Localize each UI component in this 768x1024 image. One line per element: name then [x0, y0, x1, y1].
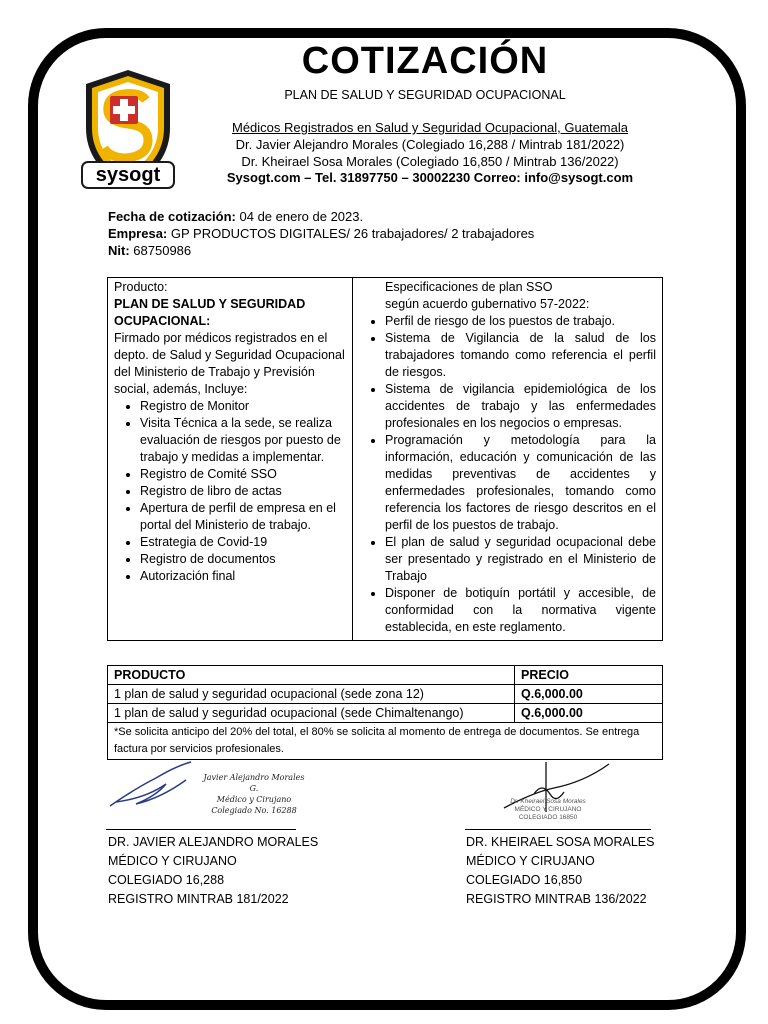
- product-column: [108, 278, 353, 641]
- stamp-line: Javier Alejandro Morales G.: [203, 773, 305, 793]
- payment-note: *Se solicita anticipo del 20% del total, el 80% se solicita al momento de entrega de documentos. Se entrega factura por servicios profesionales.: [108, 723, 663, 760]
- header-registered: Médicos Registrados en Salud y Seguridad Ocupacional, Guatemala: [231, 120, 628, 135]
- specs-list: [359, 313, 656, 636]
- header-doctor-2: Dr. Kheirael Sosa Morales (Colegiado 16,850 / Mintrab 136/2022): [241, 154, 619, 169]
- list-item: • Registro de libro de actas: [140, 483, 346, 500]
- price-table: [107, 665, 663, 760]
- doctor-name: DR. KHEIRAEL SOSA MORALES: [466, 835, 655, 849]
- stamp-line: Dr. Kheirael Sosa Morales: [510, 798, 586, 805]
- row-price: Q.6,000.00: [515, 704, 663, 723]
- spec-title-2: según acuerdo gubernativo 57-2022:: [385, 297, 590, 311]
- quote-date: [108, 209, 363, 224]
- stamp-line: Colegiado No. 16288: [211, 806, 297, 815]
- company-label: Empresa:: [108, 226, 168, 241]
- product-label: Producto:: [114, 280, 168, 294]
- logo-text: sysogt: [95, 164, 161, 186]
- left-signature-line: [106, 829, 296, 830]
- list-item: • Apertura de perfil de empresa en el portal del Ministerio de trabajo.: [140, 500, 346, 534]
- table-row: [108, 704, 663, 723]
- sysogt-logo: [80, 66, 176, 194]
- left-stamp: [202, 772, 306, 816]
- nit: [108, 243, 191, 258]
- spec-title-1: Especificaciones de plan SSO: [385, 280, 553, 294]
- nit-value: 68750986: [133, 243, 192, 258]
- doctor-title: MÉDICO Y CIRUJANO: [108, 854, 237, 868]
- right-signature-line: [465, 829, 651, 830]
- left-doctor-block: [108, 833, 318, 909]
- list-item: • Sistema de vigilancia epidemiológica de los accidentes de trabajo y las enfermedades profesionales en los negocios o empresas.: [385, 381, 656, 432]
- doctor-colegiado: COLEGIADO 16,288: [108, 873, 225, 887]
- list-item: • Autorización final: [140, 568, 346, 585]
- nit-label: Nit:: [108, 243, 130, 258]
- list-item: • Visita Técnica a la sede, se realiza evaluación de riesgos por puesto de trabajo y medidas a implementar.: [140, 415, 346, 466]
- stamp-line: COLEGIADO 16850: [518, 814, 578, 821]
- stamp-line: MÉDICO Y CIRUJANO: [514, 806, 582, 813]
- col-price-header: PRECIO: [515, 666, 663, 685]
- company: [108, 226, 534, 241]
- specifications-column: [353, 278, 663, 641]
- quote-date-label: Fecha de cotización:: [108, 209, 236, 224]
- list-item: • Programación y metodología para la información, educación y comunicación de las medidas preventivas de accidentes y enfermedades profesionales, tomando como referencia los factores de riesgo descritos en el perfil de los puestos de trabajo.: [385, 432, 656, 534]
- list-item: • Registro de Monitor: [140, 398, 346, 415]
- doctor-colegiado: COLEGIADO 16,850: [466, 873, 583, 887]
- header-doctor-1: Dr. Javier Alejandro Morales (Colegiado 16,288 / Mintrab 181/2022): [235, 137, 625, 152]
- list-item: • Perfil de riesgo de los puestos de trabajo.: [385, 313, 656, 330]
- table-row: [108, 685, 663, 704]
- plan-title: PLAN DE SALUD Y SEGURIDAD OCUPACIONAL:: [114, 297, 306, 328]
- quote-date-value: 04 de enero de 2023.: [239, 209, 364, 224]
- list-item: • Registro de documentos: [140, 551, 346, 568]
- page-title: COTIZACIÓN: [301, 40, 549, 82]
- page-subtitle: PLAN DE SALUD Y SEGURIDAD OCUPACIONAL: [284, 88, 566, 102]
- doctor-title: MÉDICO Y CIRUJANO: [466, 854, 595, 868]
- list-item: • Disponer de botiquín portátil y accesible, de conformidad con la normativa vigente establecida, en este reglamento.: [385, 585, 656, 636]
- list-item: • Estrategia de Covid-19: [140, 534, 346, 551]
- row-product: 1 plan de salud y seguridad ocupacional (sede Chimaltenango): [108, 704, 515, 723]
- spec-table: [107, 277, 663, 641]
- company-value: GP PRODUCTOS DIGITALES/ 26 trabajadores/ 2 trabajadores: [170, 226, 535, 241]
- doctor-name: DR. JAVIER ALEJANDRO MORALES: [108, 835, 319, 849]
- row-price: Q.6,000.00: [515, 685, 663, 704]
- includes-list: [114, 398, 346, 585]
- header-contact: Sysogt.com – Tel. 31897750 – 30002230 Correo: info@sysogt.com: [226, 170, 634, 185]
- right-doctor-block: [466, 833, 654, 909]
- list-item: • Sistema de Vigilancia de la salud de los trabajadores tomando como referencia el perfil de riesgos.: [385, 330, 656, 381]
- doctor-registro: REGISTRO MINTRAB 136/2022: [466, 892, 647, 906]
- left-signature: [106, 758, 306, 818]
- doctor-registro: REGISTRO MINTRAB 181/2022: [108, 892, 289, 906]
- right-stamp: [488, 798, 608, 822]
- col-product-header: PRODUCTO: [108, 666, 515, 685]
- list-item: • El plan de salud y seguridad ocupacional debe ser presentado y registrado en el Ministerio de Trabajo: [385, 534, 656, 585]
- list-item: • Registro de Comité SSO: [140, 466, 346, 483]
- stamp-line: Médico y Cirujano: [216, 795, 292, 804]
- plan-intro: Firmado por médicos registrados en el depto. de Salud y Seguridad Ocupacional del Ministerio de Trabajo y Previsión social, además, Incluye:: [114, 331, 345, 396]
- row-product: 1 plan de salud y seguridad ocupacional (sede zona 12): [108, 685, 515, 704]
- right-signature: [484, 752, 614, 824]
